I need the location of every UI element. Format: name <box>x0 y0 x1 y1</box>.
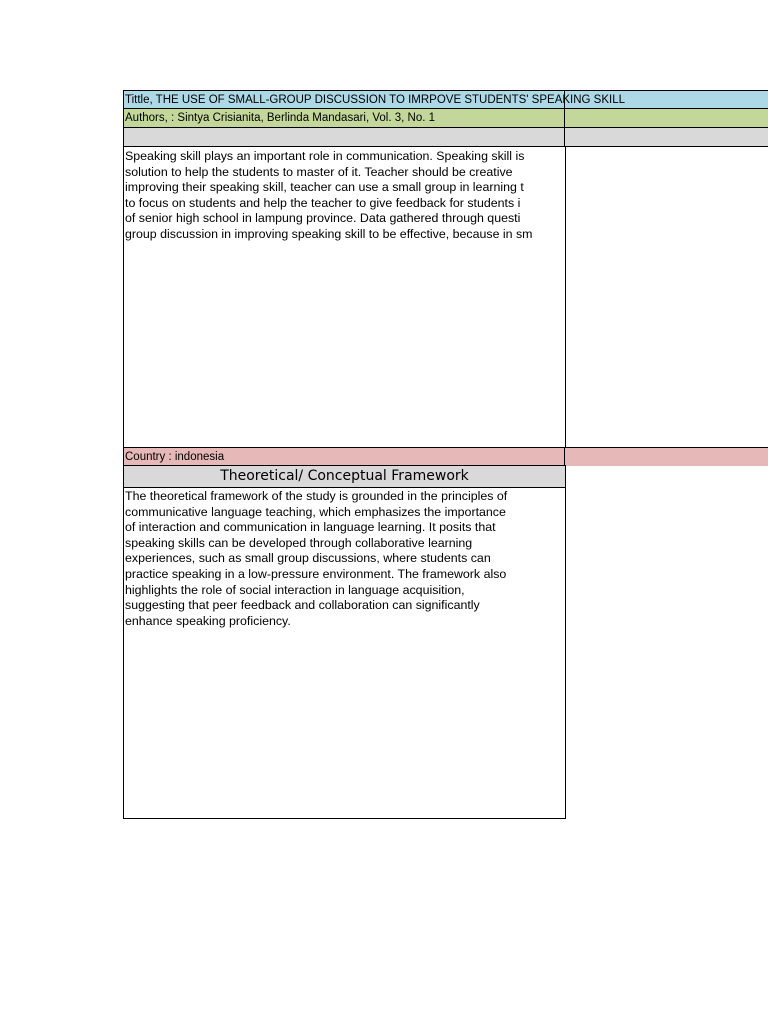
empty-cell[interactable] <box>123 128 565 146</box>
abstract-cell[interactable] <box>123 147 566 447</box>
framework-header: Theoretical/ Conceptual Framework <box>124 466 565 488</box>
authors-cell[interactable]: Authors, : Sintya Crisianita, Berlinda Mandasari, Vol. 3, No. 1 <box>123 109 565 127</box>
title-cell[interactable]: Tittle, THE USE OF SMALL-GROUP DISCUSSION TO IMRPOVE STUDENTS' SPEAKING SKILL <box>123 91 565 109</box>
empty-gray-row <box>123 128 768 147</box>
country-row <box>123 447 768 466</box>
framework-cell[interactable] <box>123 465 566 819</box>
abstract-text: Speaking skill plays an important role in communication. Speaking skill is solution to help the students to master of it. Teacher should be creative improving their speaking skill, teacher can use a small group in learning t to focus on students and help the teacher to give feedback for students i of senior high school in lampung province. Data gathered through questi group discussion in improving speaking skill to be effective, because in sm <box>125 149 533 241</box>
title-row <box>123 90 768 109</box>
authors-row <box>123 109 768 128</box>
framework-text: The theoretical framework of the study is grounded in the principles of communicative language teaching, which emphasizes the importance of interaction and communication in language learning. It posits that speaking skills can be developed through collaborative learning experiences, such as small group discussions, where students can practice speaking in a low-pressure environment. The framework also highlights the role of social interaction in language acquisition, suggesting that peer feedback and collaboration can significantly enhance speaking proficiency. <box>125 489 508 628</box>
country-cell[interactable]: Country : indonesia <box>123 448 565 466</box>
